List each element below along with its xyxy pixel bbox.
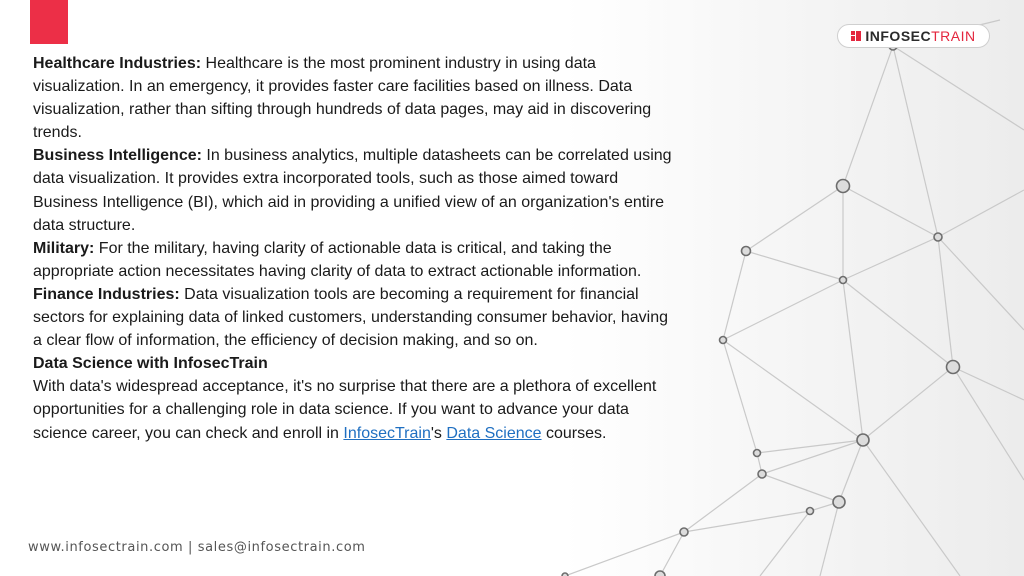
section-healthcare <box>33 52 673 144</box>
footer-contact: www.infosectrain.com | sales@infosectrain.com <box>28 540 366 555</box>
military-heading: Military: <box>33 239 95 257</box>
section-military <box>33 237 673 283</box>
brand-logo[interactable] <box>837 24 990 48</box>
finance-body: Data visualization tools are becoming a requirement for financial sectors for explaining data of linked customers, understanding consumer behavior, having a clear flow of information, the efficiency of decision making, and so on. <box>33 285 669 350</box>
logo-text: INFOSECTRAIN <box>865 28 976 44</box>
section-data-science <box>33 375 673 444</box>
finance-heading: Finance Industries: <box>33 285 180 303</box>
courses-text: courses. <box>541 424 607 442</box>
business-heading: Business Intelligence: <box>33 147 202 165</box>
possessive-text: 's <box>430 424 447 442</box>
healthcare-body: Healthcare is the most prominent industry in using data visualization. In an emergency, it provides faster care facilities based on illness. Data visualization, rather than sifting through hundreds of data pages, may aid in discovering trends. <box>33 55 652 142</box>
logo-mark-icon <box>851 31 861 41</box>
infosectrain-link[interactable]: InfosecTrain <box>343 424 431 442</box>
section-business <box>33 144 673 236</box>
section-finance <box>33 283 673 352</box>
healthcare-heading: Healthcare Industries: <box>33 55 202 72</box>
business-body: In business analytics, multiple datasheets can be correlated using data visualization. It provides extra incorporated tools, such as those aimed toward Business Intelligence (BI), which aid in providing a unified view of an organization's entire data structure. <box>33 147 672 234</box>
data-science-heading: Data Science with InfosecTrain <box>33 355 268 373</box>
military-body: For the military, having clarity of actionable data is critical, and taking the appropriate action necessitates having clarity of data to extract actionable information. <box>33 239 642 280</box>
main-content <box>33 52 673 445</box>
data-science-link[interactable]: Data Science <box>446 424 542 442</box>
data-science-body: With data's widespread acceptance, it's no surprise that there are a plethora of excellent opportunities for a challenging role in data science. If you want to advance your data science career, you can check and enroll in <box>33 378 657 442</box>
data-science-heading-line <box>33 352 673 375</box>
